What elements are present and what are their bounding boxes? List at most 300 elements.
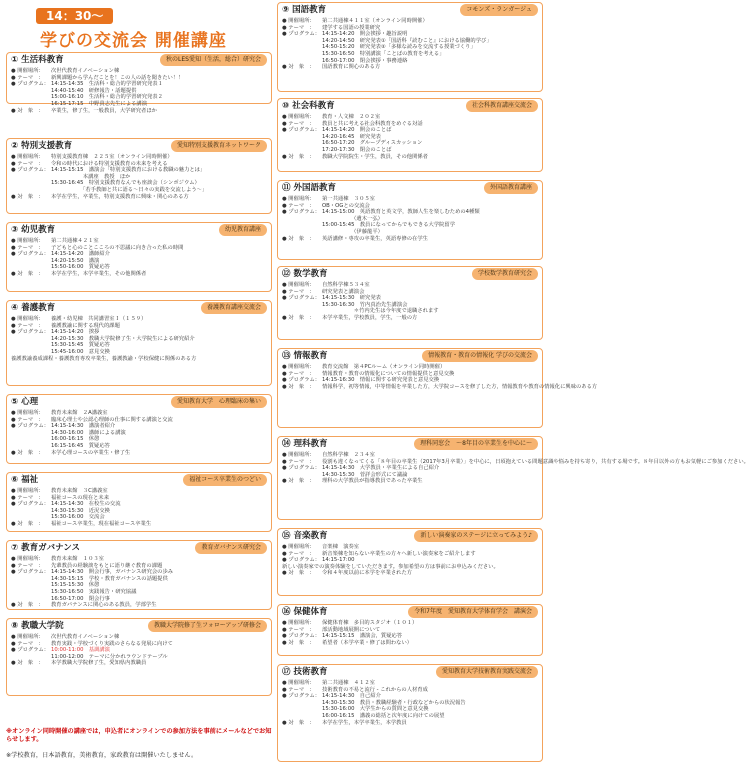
course-title: ⑭ 理科教育	[282, 439, 328, 449]
venue-value: 第二共通棟４２１室	[51, 238, 99, 244]
program-label	[11, 258, 51, 265]
program-label: ● プログラム：	[282, 693, 321, 700]
course-block	[6, 138, 272, 214]
topic-label: ● テーマ ：	[11, 244, 44, 251]
topic-label: ● テーマ ：	[282, 120, 315, 127]
course-header	[7, 223, 271, 237]
topic-value: 新興課題から学んだことを！この人の話を聞きたい！！	[51, 74, 184, 81]
topic-value: 新音楽棟を知らない卒業生の方々へ新しい演奏家をご紹介します	[322, 550, 476, 557]
program-item: 15:00-15:45 教員になってからでもできる大学院留学	[322, 222, 456, 229]
topic-label: ● テーマ ：	[11, 494, 44, 501]
venue-row	[282, 620, 538, 627]
venue-value: 次世代教育イノベーション棟	[51, 68, 120, 74]
course-block	[277, 98, 543, 172]
program-label: ● プログラム：	[11, 647, 50, 654]
course-theme-badge: 福祉コース卒業生のつどい	[183, 474, 267, 486]
program-line	[11, 443, 267, 450]
course-details	[278, 363, 598, 392]
venue-value: 自然科学棟 ２３４室	[322, 452, 375, 458]
program-item: 15:30-16:30 竹内真治先生講演会	[322, 301, 408, 308]
course-block	[6, 222, 272, 292]
course-block	[277, 436, 749, 520]
target-label: ● 対 象 ：	[282, 64, 315, 71]
course-details	[7, 487, 271, 530]
venue-value: 第二共通棟４１１室（オンライン同時開催）	[322, 18, 428, 24]
program-line	[11, 514, 267, 521]
program-line	[11, 342, 267, 349]
course-block	[6, 394, 272, 464]
course-details	[7, 633, 271, 669]
topic-value: 教育実践・学校づくり実践のさらなる発展に向けて	[51, 640, 173, 647]
topic-label: ● テーマ ：	[11, 562, 44, 569]
target-value: 教育ガバナンスに関心のある教員，学部学生	[51, 602, 157, 609]
program-item: 14:15-14:30 開会行事，ガバナンス研究会の歩み	[51, 569, 174, 576]
program-label	[11, 342, 51, 349]
target-row	[11, 194, 267, 201]
program-item: 14:50-15:20 研究発表②「多様な読みを交流する授業づくり」	[322, 44, 476, 51]
course-details	[7, 237, 271, 280]
course-header	[7, 619, 271, 633]
program-item: 14:15-14:20 講師紹介	[51, 251, 110, 258]
time-badge: 14：30～	[36, 8, 113, 24]
venue-value: 教育未来館 ２A講義室	[51, 410, 108, 416]
program-line	[11, 167, 267, 174]
program-item: 14:15-14:30 在校生の交流	[51, 501, 121, 508]
course-theme-badge: 愛知教育大学技術教育実践交流会	[436, 666, 538, 678]
program-item: （遺木一弘）	[322, 215, 383, 222]
course-header	[278, 605, 542, 619]
program-line	[282, 229, 538, 236]
topic-value: 建学する国語の授業研究	[322, 24, 381, 31]
topic-label: ● テーマ ：	[282, 202, 315, 209]
program-label	[282, 222, 322, 229]
program-item: 10:00-11:00 基調講演	[51, 647, 110, 654]
topic-value: 技術教育の不易と流行 - これからの人材育成	[322, 686, 428, 693]
course-header	[7, 473, 271, 487]
program-label	[282, 44, 322, 51]
course-block	[277, 348, 598, 428]
venue-label: ● 開催場所：	[282, 196, 315, 202]
course-theme-badge: 外国語教育講座	[484, 182, 538, 194]
target-label: ● 対 象 ：	[11, 193, 44, 200]
topic-value: 臨床心理士や公認心理師の仕事に関する講演と交流	[51, 416, 173, 423]
program-label	[282, 302, 322, 309]
target-label: ● 対 象 ：	[282, 719, 315, 726]
course-header	[7, 139, 271, 153]
program-item: 15:00-16:10 生活科・総合的学習研究発表２	[51, 94, 163, 101]
course-header	[278, 267, 542, 281]
venue-label: ● 開催場所：	[282, 364, 315, 370]
program-line	[11, 501, 267, 508]
program-item: 14:15-17:00	[322, 557, 355, 564]
program-label	[282, 140, 322, 147]
topic-value: 先輩教員の経験談をもとに語り継ぐ教育の課題	[51, 562, 163, 569]
program-line	[282, 713, 538, 720]
program-label	[11, 94, 51, 101]
program-label	[282, 713, 322, 720]
course-details	[7, 555, 271, 611]
venue-value: 第二共通棟 ４１２室	[322, 680, 375, 686]
course-details	[278, 281, 542, 324]
program-label	[11, 336, 51, 343]
venue-row	[11, 238, 267, 245]
course-header	[278, 665, 542, 679]
topic-label: ● テーマ ：	[282, 288, 315, 295]
target-value: 英語講修・専攻の卒業生，英語専修の在学生	[322, 235, 428, 242]
course-theme-badge: 愛知教育大学 心理臨床の集い	[171, 396, 267, 408]
program-line	[282, 127, 538, 134]
program-label	[11, 88, 51, 95]
program-label: ● プログラム：	[282, 377, 321, 384]
venue-value: 自然科学棟５３４室	[322, 282, 370, 288]
program-label	[282, 147, 322, 154]
topic-row	[282, 289, 538, 296]
course-theme-badge: 令和7年度 愛知教育大学体育学会 講演会	[408, 606, 538, 618]
topic-label: ● テーマ ：	[282, 24, 315, 31]
program-item: 14:30-15:30 近況交換	[51, 507, 110, 514]
venue-value: 音楽棟 演奏室	[322, 544, 360, 550]
program-line	[282, 44, 538, 51]
program-item: 14:15-14:20 開会のことば	[322, 127, 392, 134]
program-label: ● プログラム：	[11, 569, 50, 576]
program-label	[11, 430, 51, 437]
course-theme-badge: 情報教育・教育の情報化 学びの交流会	[422, 350, 538, 362]
topic-value: OB・OGとの交流会	[322, 202, 370, 209]
online-note: ※オンライン同時開催の講座では，申込者にオンラインでの参加方法を事前にメールなどでお知らせします。	[6, 728, 272, 743]
program-item: 14:40-15:40 研修報告・話題提供	[51, 87, 137, 94]
topic-label: ● テーマ ：	[282, 626, 315, 633]
page-title: 学びの交流会 開催講座	[40, 31, 227, 51]
venue-row	[282, 452, 538, 459]
target-row	[11, 521, 267, 528]
program-item: ＊竹内先生は今年度で退職されます	[322, 308, 439, 315]
target-value: 本学在学生，卒業生，特別支援教育に興味・関心のある方	[51, 193, 189, 200]
target-value: 国語教育に関心のある方	[322, 64, 381, 71]
program-line	[11, 576, 267, 583]
program-line	[282, 209, 538, 216]
topic-label: ● テーマ ：	[282, 370, 315, 377]
program-line	[282, 465, 538, 472]
program-label	[282, 229, 322, 236]
program-item: 14:30-15:30 菅詳会形式にて議論	[322, 471, 408, 478]
program-item: 14:20-15:50 講演	[51, 257, 100, 264]
program-label	[282, 706, 322, 713]
program-item: 「若手教師と共に語る〜日々の実践を交流しよう〜」	[51, 186, 208, 193]
program-item: 15:45-16:00 意見交換	[51, 348, 110, 355]
target-row	[282, 383, 598, 391]
program-line	[282, 295, 538, 302]
course-title: ② 特別支援教育	[11, 141, 73, 151]
topic-value: 情報教育・教育の情報化についての情報提供と意見交換	[322, 370, 455, 377]
topic-row	[11, 245, 267, 252]
program-label	[11, 349, 51, 356]
program-item: 16:00-16:15 休憩	[51, 436, 100, 443]
program-line	[11, 94, 267, 101]
program-label: ● プログラム：	[11, 81, 50, 88]
extra-note-text: 養護教諭養成課程・養護教育専攻卒業生，養護教諭・学校保健に関係のある方	[11, 355, 197, 362]
program-label: ● プログラム：	[282, 31, 321, 38]
course-theme-badge: 学校数学教育研究会	[472, 268, 538, 280]
venue-value: 教育未来館 ３C講義室	[51, 488, 108, 494]
venue-value: 養護・幼児棟 共同講習室Ｉ（１５９）	[51, 316, 147, 322]
program-item: （伊藤龍平）	[322, 228, 383, 235]
extra-note	[11, 356, 267, 363]
venue-row	[11, 488, 267, 495]
program-item: 14:15-14:20 挨拶	[51, 329, 100, 336]
venue-value: 特別支援教育棟 ２２５室（オンライン同時開催）	[51, 154, 173, 160]
program-label	[282, 216, 322, 223]
program-label	[11, 589, 51, 596]
program-line	[11, 264, 267, 271]
venue-value: 第一共通棟 ３０５室	[322, 196, 375, 202]
program-label: ● プログラム：	[282, 209, 321, 216]
target-row	[282, 720, 538, 727]
venue-label: ● 開催場所：	[11, 68, 44, 74]
target-value: 理科の大学教員が指導教員であった卒業生	[322, 478, 423, 485]
program-label	[282, 308, 322, 315]
program-line	[282, 557, 538, 564]
program-line	[282, 222, 538, 229]
target-value: 希望者（本学卒業・修了は問わない）	[322, 639, 413, 646]
program-item: 15:30-16:00 交流会	[51, 514, 105, 521]
program-item: 11:00-12:00 テーマに分かれラウンドテーブル	[51, 653, 168, 660]
target-value: 令和４年度以前に本学を卒業された方	[322, 570, 413, 577]
program-label	[282, 134, 322, 141]
course-title: ⑮ 音楽教育	[282, 531, 328, 541]
program-label: ● プログラム：	[282, 465, 321, 472]
course-theme-badge: 教育ガバナンス研究会	[195, 542, 267, 554]
course-block	[277, 180, 543, 260]
program-label	[11, 174, 51, 181]
program-line	[282, 140, 538, 147]
venue-label: ● 開催場所：	[11, 410, 44, 416]
target-label: ● 対 象 ：	[282, 570, 315, 577]
program-label	[282, 51, 322, 58]
course-title: ⑰ 技術教育	[282, 667, 328, 677]
course-details	[7, 153, 271, 202]
course-theme-badge: コモンズ・ランガージュ	[460, 4, 538, 16]
venue-label: ● 開催場所：	[11, 556, 44, 562]
course-header	[278, 529, 542, 543]
target-label: ● 対 象 ：	[11, 107, 44, 114]
program-label: ● プログラム：	[11, 329, 50, 336]
topic-value: 子どもと心のことこころの不思議に向き合った私の時間	[51, 244, 184, 251]
course-title: ⑧ 教職大学院	[11, 621, 64, 631]
topic-row	[282, 627, 538, 634]
program-label: ● プログラム：	[11, 501, 50, 508]
program-line	[282, 51, 538, 58]
program-label	[11, 180, 51, 187]
course-details	[7, 67, 271, 116]
course-details	[278, 451, 749, 487]
program-label	[282, 700, 322, 707]
program-line	[282, 147, 538, 154]
target-row	[11, 271, 267, 278]
target-label: ● 対 象 ：	[282, 314, 315, 321]
topic-row	[282, 687, 538, 694]
topic-value: 部活動地域展開について	[322, 626, 381, 633]
target-row	[282, 640, 538, 647]
program-item: 15:30-16:50 実践報告・研究協議	[51, 588, 137, 595]
program-item: 16:15-16:45 質疑応答	[51, 442, 110, 449]
target-label: ● 対 象 ：	[11, 602, 44, 609]
extra-note-text: 新しい演奏家での演奏体験をしていただきます。参加希望の方は事前にお申込みください。	[282, 563, 499, 570]
topic-row	[11, 323, 267, 330]
program-label: ● プログラム：	[11, 423, 50, 430]
program-item: 14:15-15:15 講演会「特別支援教育における教職の魅力とは」	[51, 167, 206, 174]
topic-value: 養護教諭に関する現代的課題	[51, 322, 120, 329]
venue-label: ● 開催場所：	[282, 452, 315, 458]
topic-label: ● テーマ ：	[282, 458, 315, 465]
course-block	[6, 52, 272, 114]
course-title: ③ 幼児教育	[11, 225, 56, 235]
program-line	[11, 508, 267, 515]
course-header	[278, 99, 542, 113]
program-item: 14:20-15:30 教職大学院修了生・大学院生による研究紹介	[51, 335, 195, 342]
program-item: 16:50-17:00 閉会挨拶・事務連絡	[322, 57, 408, 64]
program-line	[282, 706, 538, 713]
topic-value: 福祉コースの現在と未来	[51, 494, 110, 501]
course-block	[6, 300, 272, 386]
course-header	[7, 301, 271, 315]
topic-row	[282, 551, 538, 558]
course-title: ⑬ 情報教育	[282, 351, 328, 361]
program-line	[282, 693, 538, 700]
course-block	[277, 528, 543, 596]
course-title: ① 生活科教育	[11, 55, 64, 65]
program-item: 15:30-16:50 特別講演「ことばの教育を考える」	[322, 50, 445, 57]
header	[14, 6, 264, 52]
course-header	[278, 437, 542, 451]
program-item: 16:15-17:15 中野貴志先生による講演	[51, 100, 148, 107]
program-line	[11, 180, 267, 187]
program-line	[11, 251, 267, 258]
program-line	[11, 349, 267, 356]
program-line	[282, 308, 538, 315]
program-item: 14:15-14:30 自己紹介	[322, 693, 381, 700]
program-item: 14:15-14:30 大学教員・卒業生による自己紹介	[322, 465, 440, 472]
venue-label: ● 開催場所：	[282, 114, 315, 120]
course-details	[7, 409, 271, 458]
venue-value: 教育未来館 １０３室	[51, 556, 104, 562]
program-label	[11, 514, 51, 521]
topic-label: ● テーマ ：	[11, 416, 44, 423]
target-row	[11, 108, 267, 115]
course-header	[7, 541, 271, 555]
program-line	[11, 336, 267, 343]
program-line	[11, 582, 267, 589]
course-block	[6, 540, 272, 610]
venue-label: ● 開催場所：	[282, 680, 315, 686]
topic-label: ● テーマ ：	[282, 686, 315, 693]
target-row	[282, 236, 538, 243]
target-value: 教職大学院院生・学生，教員，その他関係者	[322, 153, 428, 160]
course-theme-badge: 秋のLES愛知（生活，総合）研究会	[160, 54, 267, 66]
target-value: 福祉コース卒業生，現在福祉コース卒業生	[51, 520, 152, 527]
program-line	[11, 647, 267, 654]
course-title: ⑤ 心理	[11, 397, 39, 407]
program-item: 14:20-16:45 研究発表	[322, 133, 381, 140]
course-title: ⑦ 教育ガバナンス	[11, 543, 80, 553]
venue-label: ● 開催場所：	[11, 488, 44, 494]
venue-row	[282, 544, 538, 551]
target-label: ● 対 象 ：	[11, 520, 44, 527]
target-label: ● 対 象 ：	[11, 270, 44, 277]
course-theme-badge: 幼児教育講座	[219, 224, 267, 236]
course-details	[278, 113, 542, 162]
course-header	[7, 53, 271, 67]
course-theme-badge: 養護教育講座交流会	[201, 302, 267, 314]
venue-label: ● 開催場所：	[11, 154, 44, 160]
target-row	[282, 154, 538, 161]
venue-row	[11, 316, 267, 323]
course-title: ⑨ 国語教育	[282, 5, 327, 15]
target-row	[282, 315, 538, 322]
course-details	[278, 679, 542, 728]
venue-value: 保健体育棟 多目的スタジオ（１０１）	[322, 620, 418, 626]
program-item: 17:20-17:30 閉会のことば	[322, 146, 392, 153]
target-row	[282, 570, 538, 577]
topic-row	[11, 417, 267, 424]
target-label: ● 対 象 ：	[11, 449, 44, 456]
target-value: 本学卒業生，学校教員，学生，一般の方	[322, 314, 418, 321]
venue-row	[282, 196, 538, 203]
course-details	[278, 619, 542, 648]
topic-value: 役割も違くなってくる「８年目の卒業生（2017年3月卒業）」を中心に，日頃抱えている問題意識や悩みを持ち寄り，共有する場です。８年目以外の方もお気軽にご参加ください。	[322, 458, 749, 465]
program-line	[11, 589, 267, 596]
target-value: 本学教職大学院修了生，愛知県内教職員	[51, 660, 147, 667]
program-item: 14:15-16:30 情報に関する研究発表と意見交換	[322, 377, 440, 384]
topic-label: ● テーマ ：	[11, 160, 44, 167]
topic-label: ● テーマ ：	[11, 74, 44, 81]
course-header	[278, 3, 542, 17]
program-label	[11, 187, 51, 194]
program-label: ● プログラム：	[282, 557, 321, 564]
program-label	[11, 582, 51, 589]
program-label	[11, 508, 51, 515]
venue-row	[282, 282, 538, 289]
course-block	[277, 664, 543, 762]
target-row	[282, 478, 538, 485]
program-line	[11, 329, 267, 336]
program-line	[282, 633, 538, 640]
course-title: ⑪ 外国語教育	[282, 183, 336, 193]
target-label: ● 対 象 ：	[282, 383, 315, 390]
topic-value: 令和の時代における特別支援教育の未来を考える	[51, 160, 168, 167]
program-line	[11, 569, 267, 576]
topic-label: ● テーマ ：	[282, 550, 315, 557]
program-item: 15:30-16:45 特別支援教育なんでも座談会（シンポジウム）	[51, 180, 200, 187]
course-theme-badge: 教職大学院修了生フォローアップ研修会	[148, 620, 267, 632]
absent-note: ※学校教育，日本語教育，美術教育，家政教育は開催いたしません。	[6, 752, 198, 759]
course-title: ⑥ 福祉	[11, 475, 39, 485]
program-item: 14:15-15:15 講演会，質疑応答	[322, 633, 403, 640]
target-row	[282, 64, 538, 71]
target-row	[11, 660, 267, 667]
program-item: 14:30-16:00 講師による講演	[51, 429, 126, 436]
venue-value: 次世代教育イノベーション棟	[51, 634, 120, 640]
target-value: 本学在学生，本学卒業生，本学教員	[322, 719, 407, 726]
course-theme-badge: 新しい演奏家のステージに立ってみよう♪	[414, 530, 538, 542]
program-item: 15:30-16:00 大学生からの質問と意見交換	[322, 706, 429, 713]
course-block	[277, 266, 543, 340]
program-label: ● プログラム：	[11, 167, 50, 174]
program-line	[282, 377, 538, 384]
program-label	[11, 101, 51, 108]
topic-row	[282, 25, 538, 32]
course-block	[277, 2, 543, 92]
target-value: 本学在学生，本学卒業生，その他関係者	[51, 270, 147, 277]
